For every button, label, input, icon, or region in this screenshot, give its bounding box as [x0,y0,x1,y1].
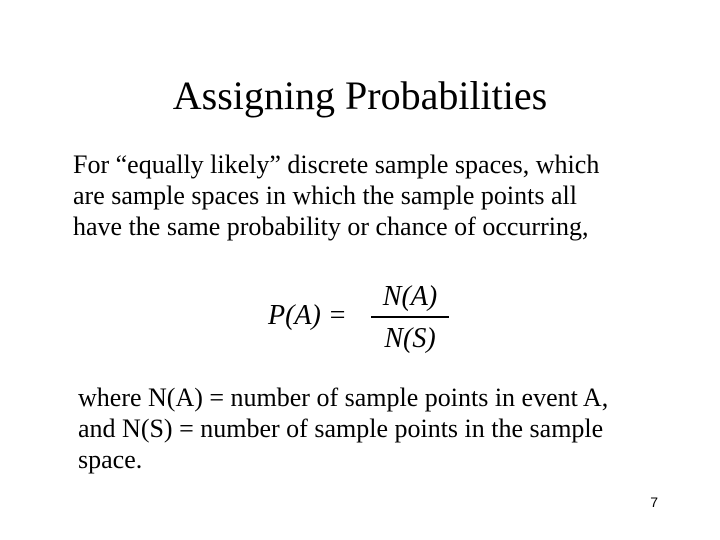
explanation-line: and N(S) = number of sample points in the sample [78,414,604,443]
formula-denominator: N(S) [384,323,436,354]
slide-title: Assigning Probabilities [172,73,548,118]
explanation-line: where N(A) = number of sample points in event A, [78,383,609,412]
page-number: 7 [650,494,658,510]
intro-paragraph [73,149,673,242]
probability-formula [268,280,468,360]
explanation-paragraph [78,382,678,475]
intro-line: are sample spaces in which the sample points all [73,181,577,210]
intro-line: have the same probability or chance of occurring, [73,212,589,241]
fraction-bar [371,316,449,318]
intro-line: For “equally likely” discrete sample spaces, which [73,150,600,179]
explanation-line: space. [78,445,143,474]
formula-lhs: P(A) = [268,300,347,331]
formula-fraction [371,280,449,356]
formula-numerator: N(A) [382,281,438,312]
